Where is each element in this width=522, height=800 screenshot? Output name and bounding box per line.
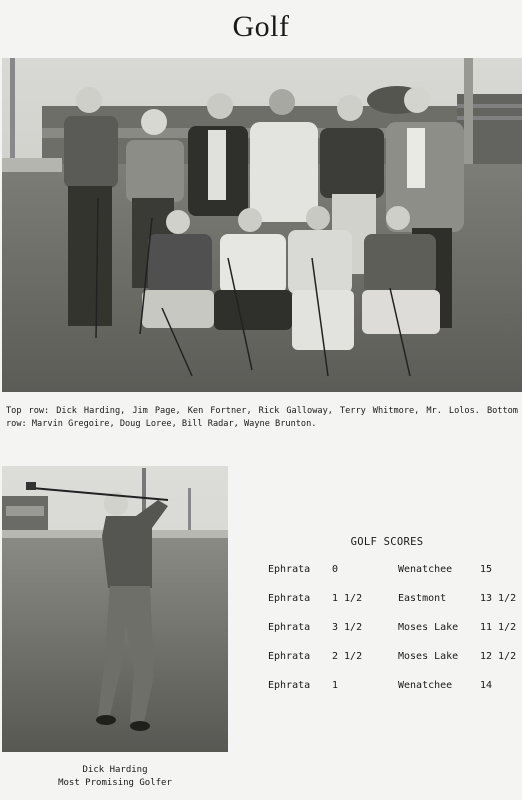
team-name: Ephrata	[268, 593, 311, 604]
golfer-caption	[2, 764, 228, 790]
golf-scores	[262, 536, 522, 709]
opponent-score: 13 1/2	[480, 593, 517, 604]
opponent-score: 11 1/2	[480, 622, 517, 633]
score-row	[262, 564, 522, 593]
team-score: 1	[332, 680, 339, 691]
team-photo-caption: Top row: Dick Harding, Jim Page, Ken Fortner, Rick Galloway, Terry Whitmore, Mr. Lolos. Bottom row: Marvin Gregoire, Doug Loree, Bill Radar, Wayne Brunton.	[6, 406, 518, 429]
opponent-name: Moses Lake	[398, 622, 459, 633]
opponent-score: 14	[480, 680, 493, 691]
team-name: Ephrata	[268, 680, 311, 691]
score-row	[262, 651, 522, 680]
team-score: 1 1/2	[332, 593, 363, 604]
team-score: 2 1/2	[332, 651, 363, 662]
golfer-photo	[2, 466, 228, 752]
score-row	[262, 680, 522, 709]
opponent-name: Moses Lake	[398, 651, 459, 662]
team-name: Ephrata	[268, 651, 311, 662]
opponent-name: Wenatchee	[398, 680, 453, 691]
team-photo	[2, 58, 522, 392]
opponent-name: Eastmont	[398, 593, 447, 604]
opponent-score: 12 1/2	[480, 651, 517, 662]
score-row	[262, 622, 522, 651]
opponent-name: Wenatchee	[398, 564, 453, 575]
team-name: Ephrata	[268, 564, 311, 575]
scores-title: GOLF SCORES	[350, 536, 424, 548]
opponent-score: 15	[480, 564, 493, 575]
team-name: Ephrata	[268, 622, 311, 633]
golfer-name: Dick Harding	[82, 765, 148, 775]
team-score: 0	[332, 564, 339, 575]
team-score: 3 1/2	[332, 622, 363, 633]
page-title: Golf	[232, 10, 290, 43]
golfer-title: Most Promising Golfer	[58, 778, 172, 788]
score-row	[262, 593, 522, 622]
